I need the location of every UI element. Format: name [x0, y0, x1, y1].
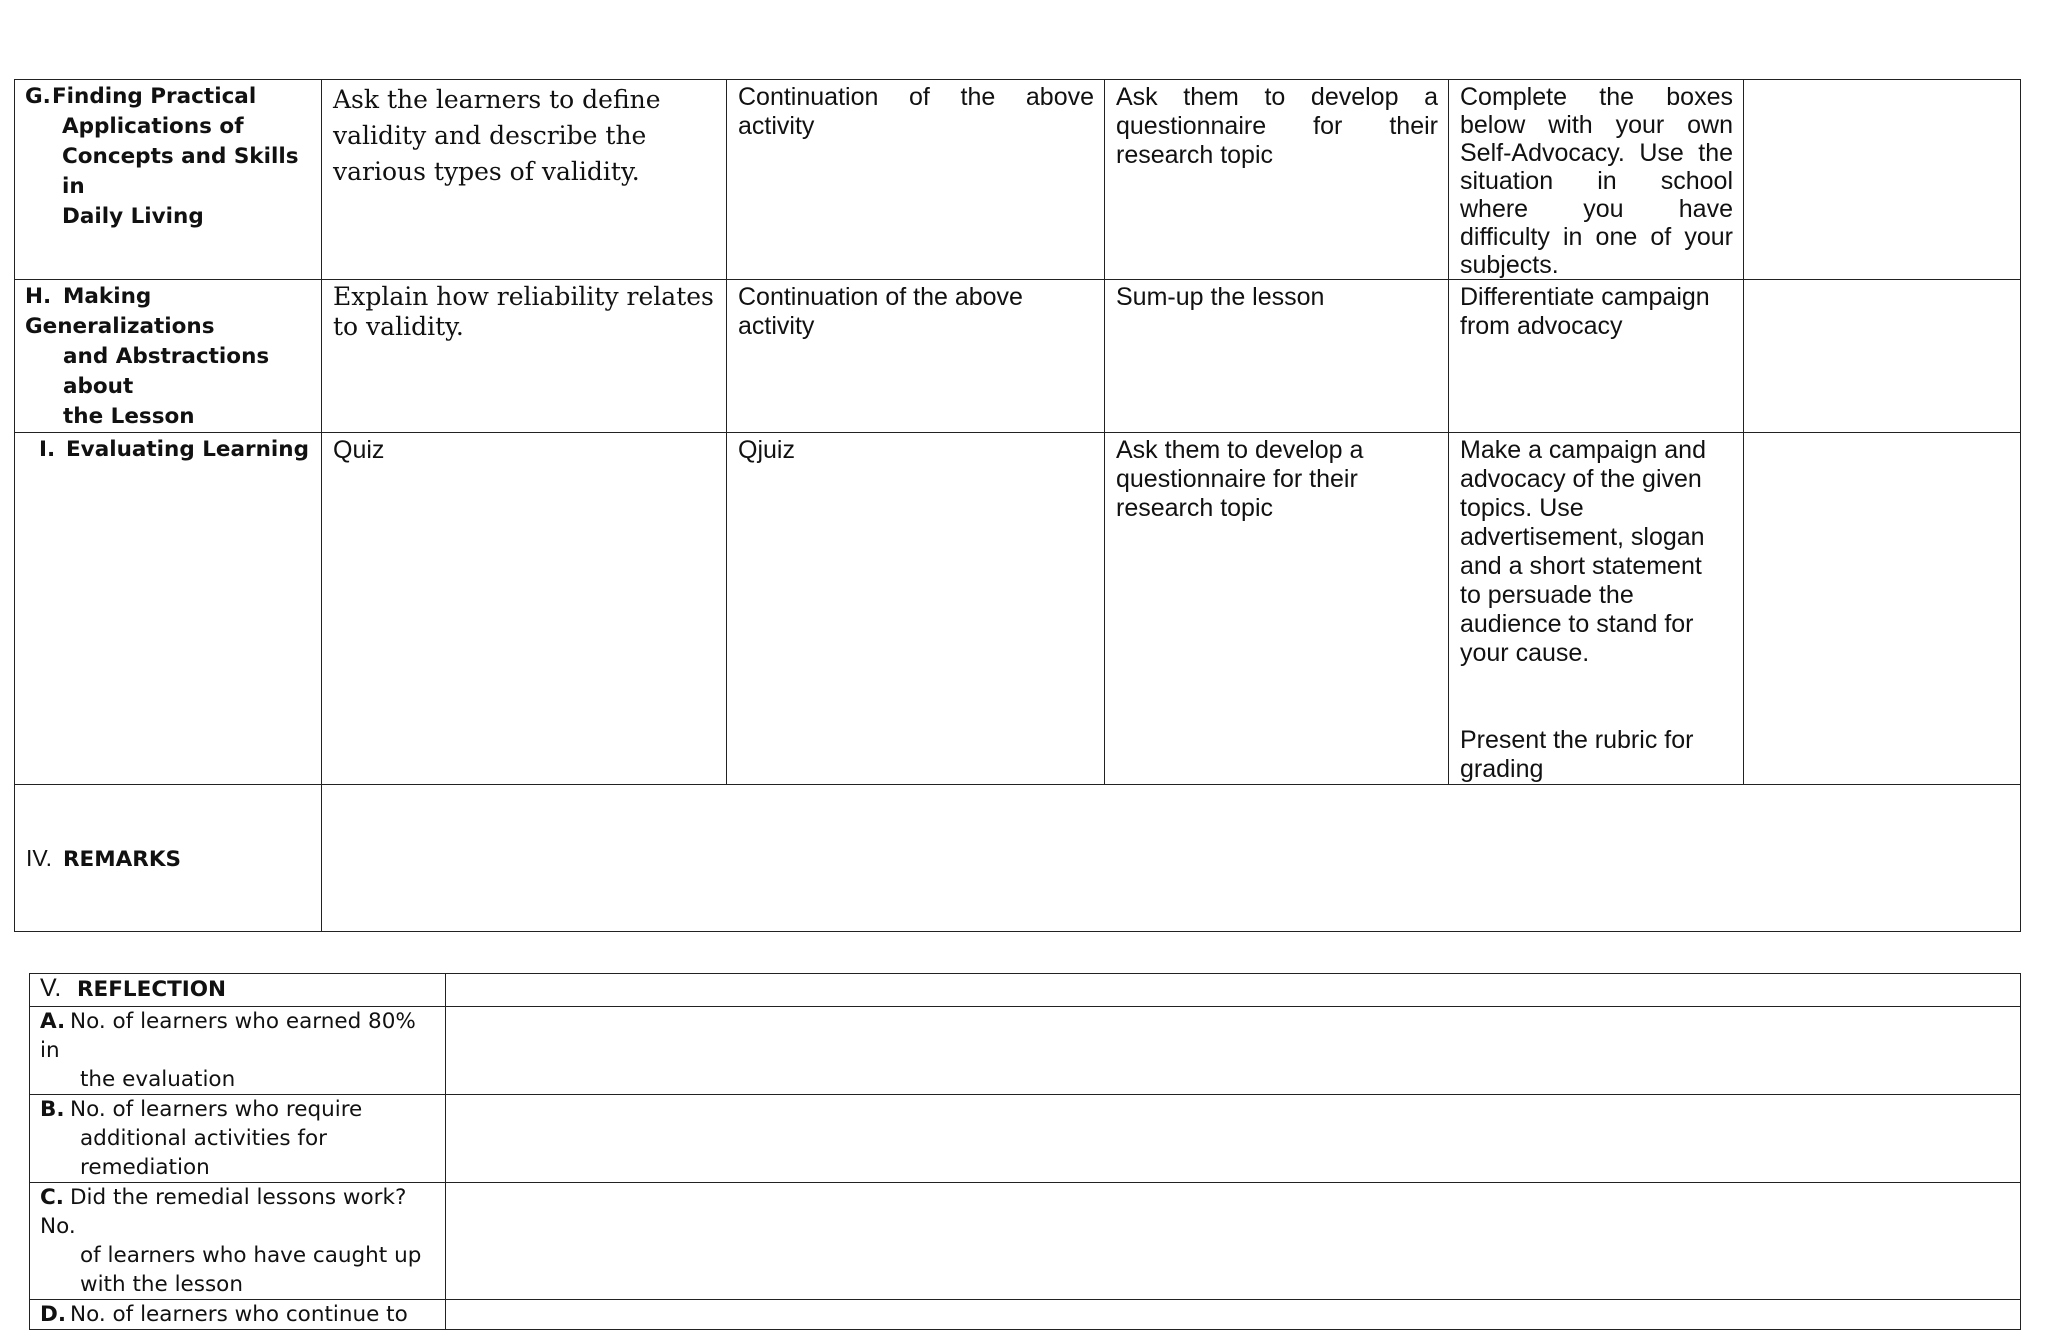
reflection-c-label-cell: [30, 1183, 446, 1300]
reflection-c-line-2: of learners who have caught up: [80, 1243, 422, 1268]
row-g-day4-cell: [1449, 80, 1744, 280]
reflection-a-line-2: the evaluation: [80, 1067, 236, 1092]
reflection-b-label-cell: [30, 1095, 446, 1183]
row-g-day2-cell: [727, 80, 1105, 280]
row-h-day4-cell: [1449, 280, 1744, 433]
reflection-row-c: [30, 1183, 2021, 1300]
reflection-row-a: [30, 1007, 2021, 1095]
row-remarks: [15, 785, 2021, 932]
reflection-b-letter: B.: [40, 1097, 65, 1122]
row-i-day1-cell: [322, 433, 727, 785]
row-i-day2-text: Qjuiz: [738, 436, 795, 464]
row-h-day4-line-1: Differentiate campaign: [1460, 283, 1710, 311]
row-h-day3-text: Sum-up the lesson: [1116, 283, 1325, 311]
reflection-c-letter: C.: [40, 1185, 64, 1210]
row-h-day2-cell: [727, 280, 1105, 433]
row-i-day4-line-6: to persuade the: [1460, 581, 1634, 609]
row-i-day4-extra-line-2: grading: [1460, 755, 1544, 783]
row-h-letter: H.: [25, 284, 52, 309]
row-h-label-line-1: Making Generalizations: [25, 284, 215, 339]
row-i-label-cell: [15, 433, 322, 785]
row-h-label-cell: [15, 280, 322, 433]
row-i-day3-cell: [1105, 433, 1449, 785]
reflection-b-line-1: No. of learners who require: [70, 1097, 363, 1122]
reflection-d-label-cell: [30, 1300, 446, 1330]
lesson-plan-table: [14, 79, 2021, 932]
reflection-row-b: [30, 1095, 2021, 1183]
row-i-day4-extra-line-1: Present the rubric for: [1460, 726, 1694, 754]
row-g-label-line-2: Applications of: [62, 114, 244, 139]
row-i-day4-line-8: your cause.: [1460, 639, 1590, 667]
reflection-header-cell: [30, 974, 446, 1007]
row-h-day3-cell: [1105, 280, 1449, 433]
row-g-label-line-4: Daily Living: [62, 204, 204, 229]
reflection-a-label-cell: [30, 1007, 446, 1095]
reflection-a-line-1: No. of learners who earned 80% in: [40, 1009, 416, 1063]
reflection-c-line-3: with the lesson: [80, 1272, 243, 1297]
row-i-day4-line-5: and a short statement: [1460, 552, 1702, 580]
row-h-label-line-2: and Abstractions about: [63, 344, 270, 399]
row-g-label-line-1: Finding Practical: [52, 84, 257, 109]
row-g-day5-cell: [1744, 80, 2021, 280]
row-h-day1-cell: [322, 280, 727, 433]
row-g-day1-cell: [322, 80, 727, 280]
remarks-label: REMARKS: [63, 846, 181, 872]
row-h-label-line-3: the Lesson: [63, 404, 195, 429]
row-g-day1-text: Ask the learners to define validity and describe the various types of validity.: [333, 85, 661, 186]
row-g-label-cell: [15, 80, 322, 280]
row-i-day4-line-7: audience to stand for: [1460, 610, 1694, 638]
row-i-day3-line-2: questionnaire for their: [1116, 465, 1358, 493]
reflection-title: REFLECTION: [77, 977, 227, 1002]
row-g-practical-applications: [15, 80, 2021, 280]
reflection-header-row: [30, 974, 2021, 1007]
row-i-day2-cell: [727, 433, 1105, 785]
reflection-d-value-cell: [446, 1300, 2021, 1330]
row-i-day3-line-3: research topic: [1116, 494, 1274, 522]
row-g-day2-text: Continuation of the above activity: [738, 83, 1094, 140]
remarks-content-cell: [322, 785, 2021, 932]
row-i-evaluating-learning: [15, 433, 2021, 785]
row-h-generalizations: [15, 280, 2021, 433]
reflection-d-line-1: No. of learners who continue to: [70, 1302, 408, 1327]
reflection-a-value-cell: [446, 1007, 2021, 1095]
row-i-day5-cell: [1744, 433, 2021, 785]
reflection-c-line-1: Did the remedial lessons work? No.: [40, 1185, 407, 1239]
reflection-d-letter: D.: [40, 1302, 67, 1327]
row-g-day3-cell: [1105, 80, 1449, 280]
remarks-numeral: IV.: [26, 844, 53, 871]
reflection-row-d: [30, 1300, 2021, 1330]
reflection-b-value-cell: [446, 1095, 2021, 1183]
row-i-day4-line-3: topics. Use: [1460, 494, 1584, 522]
row-h-day2-line-1: Continuation of the above: [738, 283, 1023, 311]
row-h-day2-line-2: activity: [738, 312, 815, 340]
row-i-day1-text: Quiz: [333, 436, 385, 464]
remarks-label-cell: [15, 785, 322, 932]
row-i-label: Evaluating Learning: [66, 437, 309, 462]
row-g-letter: G.: [25, 84, 51, 109]
reflection-b-line-2: additional activities for remediation: [80, 1126, 327, 1180]
row-g-day3-text: Ask them to develop a questionnaire for their research topic: [1116, 83, 1438, 169]
reflection-c-value-cell: [446, 1183, 2021, 1300]
row-i-day4-line-1: Make a campaign and: [1460, 436, 1706, 464]
row-i-day4-cell: [1449, 433, 1744, 785]
row-i-day4-line-2: advocacy of the given: [1460, 465, 1702, 493]
row-h-day4-line-2: from advocacy: [1460, 312, 1623, 340]
row-h-day5-cell: [1744, 280, 2021, 433]
reflection-table: [29, 973, 2021, 1330]
row-h-day1-text: Explain how reliability relates to validity.: [333, 282, 714, 341]
row-i-day3-line-1: Ask them to develop a: [1116, 436, 1364, 464]
reflection-header-value-cell: [446, 974, 2021, 1007]
row-i-letter: I.: [39, 437, 56, 462]
row-g-label-line-3: Concepts and Skills in: [62, 144, 299, 199]
reflection-a-letter: A.: [40, 1009, 66, 1034]
row-g-day4-text: Complete the boxes below with your own Self-Advocacy. Use the situation in school where you have difficulty in one of your subjects.: [1460, 83, 1733, 279]
row-i-day4-line-4: advertisement, slogan: [1460, 523, 1705, 551]
reflection-numeral: V.: [40, 974, 62, 1002]
